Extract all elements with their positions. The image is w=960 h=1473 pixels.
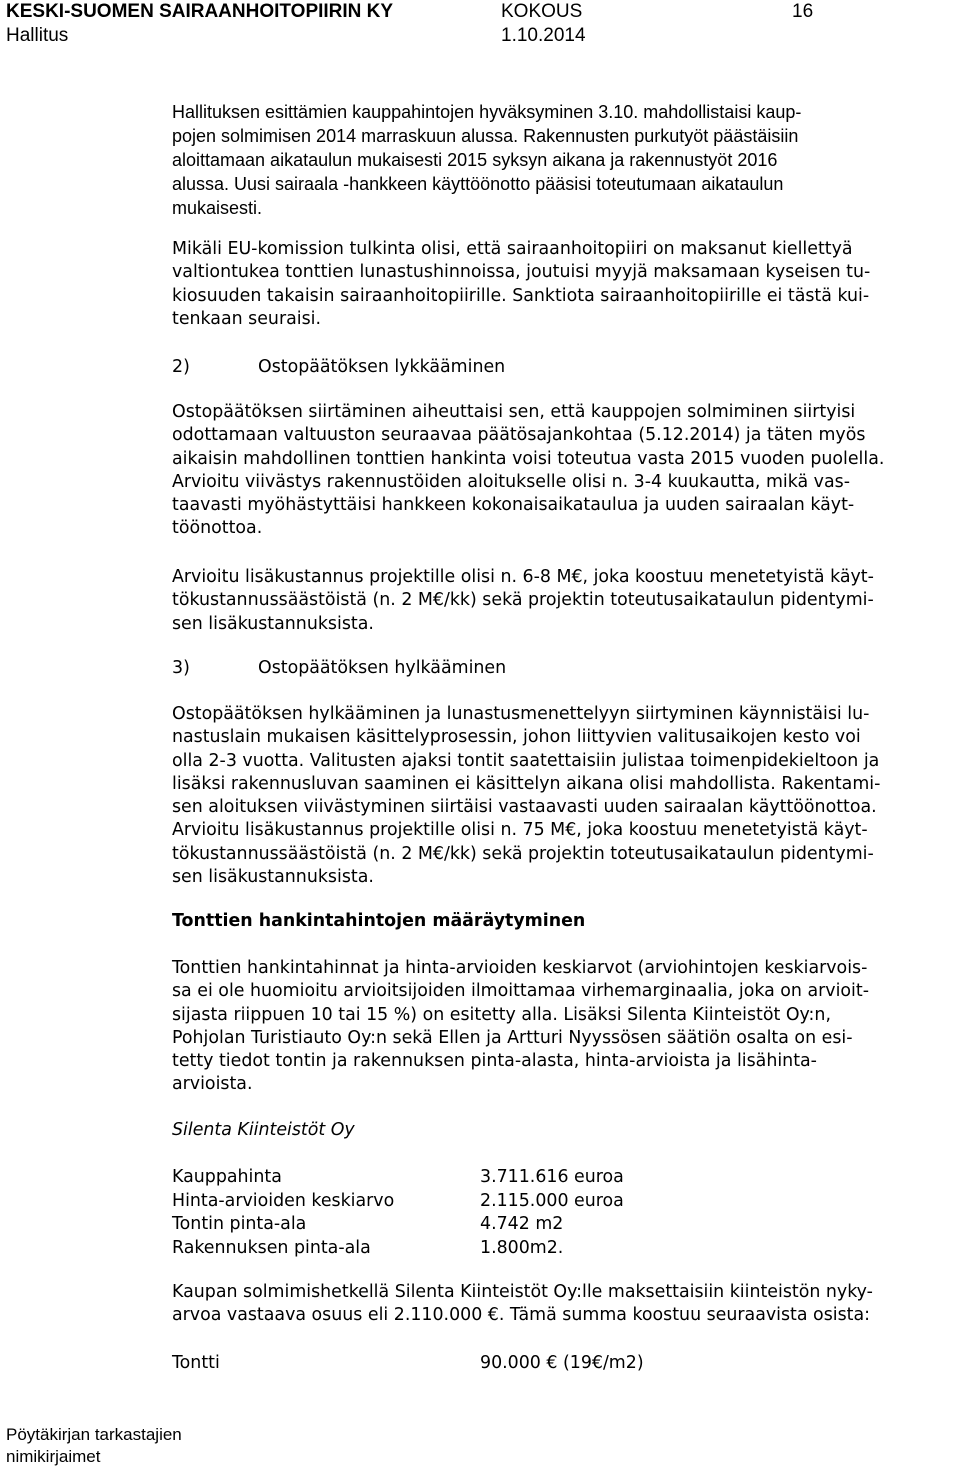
footer-note (6, 1424, 182, 1468)
section-2-paragraph-1 (172, 401, 952, 541)
section-3-line: tökustannussäästöistä (n. 2 M€/kk) sekä projektin toteutusaikataulun pidentymi- (172, 843, 874, 864)
document-type: KOKOUS (501, 1, 583, 22)
intro-line: alussa. Uusi sairaala -hankkeen käyttöönotto pääsisi toteutumaan aikataulun (172, 174, 784, 194)
section-3-line: lisäksi rakennusluvan saaminen ei käsittelyn aikana olisi mahdollista. Rakentami- (172, 773, 881, 794)
tontti-row-table (172, 1352, 644, 1376)
tontti-value: 90.000 € (19€/m2) (480, 1353, 644, 1373)
row-label: Rakennuksen pinta-ala (172, 1237, 371, 1258)
row-label: Hinta-arvioiden keskiarvo (172, 1190, 395, 1211)
tontti-label: Tontti (172, 1353, 220, 1373)
footer-line-2: nimikirjaimet (6, 1447, 101, 1466)
section-3-line: olla 2-3 vuotta. Valitusten ajaksi tontit saatettaisiin julistaa toimenpidekieltoon ja (172, 750, 880, 771)
table-row (172, 1190, 624, 1214)
section-2-line: tökustannussäästöistä (n. 2 M€/kk) sekä projektin toteutusaikataulun pidentymi- (172, 590, 874, 611)
pricing-line: Pohjolan Turistiauto Oy:n sekä Ellen ja Artturi Nyyssösen säätiön osalta on esi- (172, 1027, 853, 1048)
section-2-line: odottamaan valtuuston seuraavaa päätösajankohtaa (5.12.2014) ja täten myös (172, 425, 866, 446)
row-value: 2.115.000 euroa (480, 1190, 624, 1211)
intro-line: pojen solmimisen 2014 marraskuun alussa. Rakennusten purkutyöt päästäisiin (172, 126, 799, 146)
silenta-title: Silenta Kiinteistöt Oy (172, 1120, 355, 1140)
section-3-line: Arvioitu lisäkustannus projektille olisi n. 75 M€, joka koostuu menetetyistä käyt- (172, 820, 868, 841)
intro-paragraph (172, 100, 952, 220)
intro-line: Hallituksen esittämien kauppahintojen hyväksyminen 3.10. mahdollistaisi kaup- (172, 102, 802, 122)
section-3-line: sen aloituksen viivästyminen siirtäisi vastaavasti uuden sairaalan käyttöönottoa. (172, 797, 877, 818)
row-label: Tontin pinta-ala (172, 1214, 307, 1234)
table-row (172, 1213, 624, 1237)
organization-name: KESKI-SUOMEN SAIRAANHOITOPIIRIN KY (6, 1, 394, 22)
pricing-line: tetty tiedot tontin ja rakennuksen pinta-alasta, hinta-arvioista ja lisähinta- (172, 1051, 817, 1072)
intro-line: mukaisesti. (172, 198, 263, 218)
row-value: 1.800m2. (480, 1237, 564, 1258)
eu-line: valtiontukea tonttien lunastushinnoissa, joutuisi myyjä maksamaan kyseisen tu- (172, 262, 871, 283)
section-2-line: töönottoa. (172, 518, 263, 539)
section-2-line: taavasti myöhästyttäisi hankkeen kokonaisaikataulua ja uuden sairaalan käyt- (172, 495, 855, 516)
silenta-line: arvoa vastaava osuus eli 2.110.000 €. Tämä summa koostuu seuraavista osista: (172, 1305, 870, 1326)
silenta-paragraph (172, 1281, 952, 1328)
section-2-paragraph-2 (172, 566, 952, 636)
section-2-line: Arvioitu lisäkustannus projektille olisi n. 6-8 M€, joka koostuu menetetyistä käyt- (172, 567, 874, 587)
intro-line: aloittamaan aikataulun mukaisesti 2015 syksyn aikana ja rakennustyöt 2016 (172, 150, 778, 170)
pricing-line: Tonttien hankintahinnat ja hinta-arvioiden keskiarvot (arviohintojen keskiarvois- (172, 958, 868, 978)
row-value: 4.742 m2 (480, 1214, 564, 1234)
pricing-line: arvioista. (172, 1074, 253, 1095)
pricing-line: sijasta riippuen 10 tai 15 %) on esitetty alla. Lisäksi Silenta Kiinteistöt Oy:n, (172, 1004, 831, 1025)
table-row (172, 1166, 624, 1190)
section-3-line: Ostopäätöksen hylkääminen ja lunastusmenettelyyn siirtyminen käynnistäisi lu- (172, 704, 870, 724)
section-2-title: Ostopäätöksen lykkääminen (258, 357, 506, 377)
eu-line: kiosuuden takaisin sairaanhoitopiirille. Sanktiota sairaanhoitopiirille ei tästä kui- (172, 285, 870, 306)
pricing-heading: Tonttien hankintahintojen määräytyminen (172, 911, 586, 931)
pricing-line: sa ei ole huomioitu arvioitsijoiden ilmoittamaa virhemarginaalia, joka on arvioit- (172, 981, 869, 1002)
section-3-heading (172, 657, 506, 680)
silenta-table (172, 1166, 624, 1260)
footer-line-1: Pöytäkirjan tarkastajien (6, 1425, 182, 1444)
eu-paragraph (172, 238, 952, 331)
section-3-line: nastuslain mukaisen käsittelyprosessin, johon liittyvien valitusaikojen kesto voi (172, 727, 861, 748)
table-row (172, 1352, 644, 1376)
page-number: 16 (792, 1, 814, 22)
section-2-number: 2) (172, 357, 190, 377)
body-name: Hallitus (6, 25, 69, 46)
pricing-paragraph (172, 957, 952, 1097)
section-2-line: aikaisin mahdollinen tonttien hankinta voisi toteutua vasta 2015 vuoden puolella. (172, 448, 885, 469)
section-3-paragraph (172, 703, 952, 889)
section-3-number: 3) (172, 658, 190, 678)
section-3-title: Ostopäätöksen hylkääminen (258, 658, 507, 678)
table-row (172, 1237, 624, 1261)
section-2-line: Arvioitu viivästys rakennustöiden aloitukselle olisi n. 3-4 kuukautta, mikä vas- (172, 471, 850, 492)
section-2-line: Ostopäätöksen siirtäminen aiheuttaisi sen, että kauppojen solmiminen siirtyisi (172, 402, 856, 422)
section-3-line: sen lisäkustannuksista. (172, 867, 374, 888)
eu-line: tenkaan seuraisi. (172, 308, 322, 329)
row-label: Kauppahinta (172, 1167, 282, 1187)
eu-line: Mikäli EU-komission tulkinta olisi, että sairaanhoitopiiri on maksanut kiellettyä (172, 239, 853, 259)
section-2-line: sen lisäkustannuksista. (172, 613, 374, 634)
silenta-line: Kaupan solmimishetkellä Silenta Kiinteistöt Oy:lle maksettaisiin kiinteistön nyky- (172, 1282, 873, 1302)
meeting-date: 1.10.2014 (501, 25, 586, 46)
section-2-heading (172, 356, 505, 379)
row-value: 3.711.616 euroa (480, 1167, 624, 1187)
